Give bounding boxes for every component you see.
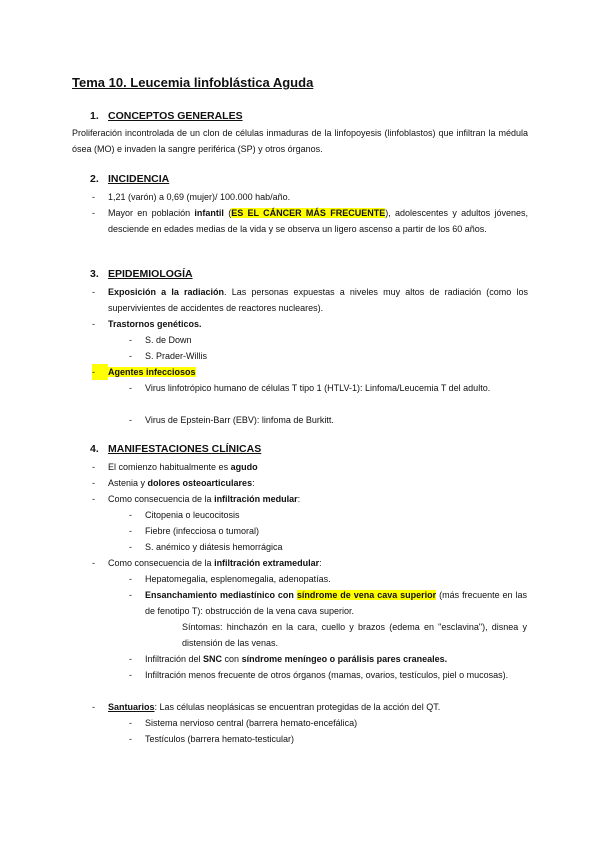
text-run-bold: infiltración extramedular bbox=[214, 558, 320, 568]
section-heading-manifestaciones bbox=[90, 443, 261, 455]
bullet-dash: - bbox=[129, 670, 132, 680]
incidencia-item-population bbox=[108, 205, 528, 237]
text-run: : bbox=[319, 558, 322, 568]
text-run: Astenia y bbox=[108, 478, 148, 488]
text-run-bold: dolores osteoarticulares bbox=[147, 478, 253, 488]
text-run-bold: agudo bbox=[230, 462, 258, 472]
bullet-dash: - bbox=[129, 590, 132, 600]
text-run: (más frecuente en las de fenotipo T): obstrucción de la vena cava superior. bbox=[145, 590, 527, 616]
manifestaciones-item-santuarios bbox=[108, 699, 528, 715]
section-number: 2. bbox=[90, 173, 99, 185]
epidemiologia-subitem-down: S. de Down bbox=[145, 335, 192, 345]
text-run: Como consecuencia de la bbox=[108, 558, 215, 568]
bullet-dash: - bbox=[129, 718, 132, 728]
bullet-dash: - bbox=[129, 654, 132, 664]
text-run: : bbox=[297, 494, 301, 504]
bullet-dash: - bbox=[129, 574, 132, 584]
text-run: Infiltración del bbox=[145, 654, 204, 664]
epidemiologia-subitem-htlv: Virus linfotrópico humano de células T tipo 1 (HTLV-1): Linfoma/Leucemia T del adulto. bbox=[145, 383, 491, 393]
text-run: : bbox=[252, 478, 255, 488]
bullet-dash: - bbox=[129, 510, 132, 520]
highlighted-text: Agentes infecciosos bbox=[108, 367, 196, 377]
section-heading-epidemiologia bbox=[90, 268, 193, 280]
bullet-dash: - bbox=[92, 319, 95, 329]
bullet-dash: - bbox=[92, 702, 95, 712]
manifestaciones-item-comienzo bbox=[108, 459, 528, 475]
bullet-dash: - bbox=[129, 734, 132, 744]
epidemiologia-subitem-prader: S. Prader-Willis bbox=[145, 351, 208, 361]
bullet-dash: - bbox=[92, 192, 95, 202]
manifestaciones-subitem-anemico: S. anémico y diátesis hemorrágica bbox=[145, 542, 283, 552]
text-run-bold: Ensanchamiento mediastínico con bbox=[145, 590, 297, 600]
text-run-bold: SNC bbox=[203, 654, 223, 664]
bullet-dash: - bbox=[92, 287, 95, 297]
bullet-dash: - bbox=[92, 208, 95, 218]
section-label: CONCEPTOS GENERALES bbox=[108, 110, 243, 122]
text-run: El comienzo habitualmente es bbox=[108, 462, 231, 472]
section-heading-incidencia bbox=[90, 173, 169, 185]
manifestaciones-item-astenia bbox=[108, 475, 528, 491]
manifestaciones-item-medular bbox=[108, 491, 528, 507]
manifestaciones-subitem-testiculos: Testículos (barrera hemato-testicular) bbox=[145, 734, 295, 744]
section-heading-conceptos bbox=[90, 110, 243, 122]
manifestaciones-subitem-mediastinico bbox=[145, 587, 527, 619]
text-run-bold: infantil bbox=[194, 208, 224, 218]
epidemiologia-item-radiacion bbox=[108, 284, 528, 316]
conceptos-paragraph: Proliferación incontrolada de un clon de células inmaduras de la linfopoyesis (linfoblastos) que infiltran la médula ósea (MO) e invaden la sangre periférica (SP) y otros órganos. bbox=[72, 128, 528, 154]
bullet-dash: - bbox=[129, 335, 132, 345]
incidencia-item-rate: 1,21 (varón) a 0,69 (mujer)/ 100.000 hab/año. bbox=[108, 192, 291, 202]
page-title: Tema 10. Leucemia linfoblástica Aguda bbox=[72, 75, 314, 90]
text-run: ( bbox=[223, 208, 232, 218]
epidemiologia-subitem-ebv: Virus de Epstein-Barr (EBV): linfoma de Burkitt. bbox=[145, 415, 334, 425]
manifestaciones-subitem-citopenia: Citopenia o leucocitosis bbox=[145, 510, 240, 520]
bullet-dash: - bbox=[129, 542, 132, 552]
section-number: 1. bbox=[90, 110, 99, 122]
manifestaciones-item-extramedular bbox=[108, 555, 528, 571]
text-run-bold: Exposición a la radiación bbox=[108, 287, 225, 297]
section-number: 4. bbox=[90, 443, 99, 455]
text-run: : Las células neoplásicas se encuentran protegidas de la acción del QT. bbox=[154, 702, 441, 712]
bullet-dash: - bbox=[129, 526, 132, 536]
text-run: con bbox=[222, 654, 242, 664]
text-run-bold: infiltración medular bbox=[214, 494, 298, 504]
section-label: EPIDEMIOLOGÍA bbox=[108, 268, 193, 280]
manifestaciones-subitem-hepato: Hepatomegalia, esplenomegalia, adenopatías. bbox=[145, 574, 331, 584]
bullet-dash: - bbox=[92, 478, 95, 488]
section-label: INCIDENCIA bbox=[108, 173, 170, 185]
manifestaciones-subitem-snc-barrera: Sistema nervioso central (barrera hemato-encefálica) bbox=[145, 718, 358, 728]
epidemiologia-item-geneticos bbox=[108, 316, 528, 332]
bullet-dash: - bbox=[129, 351, 132, 361]
text-run: Mayor en población bbox=[108, 208, 195, 218]
manifestaciones-subitem-fiebre: Fiebre (infecciosa o tumoral) bbox=[145, 526, 260, 536]
text-run: ), adolescentes y adultos jóvenes, desciende en edades medias de la vida y se observa un ligero ascenso a partir de los 60 años. bbox=[108, 208, 528, 234]
highlighted-text: ES EL CÁNCER MÁS FRECUENTE bbox=[231, 208, 386, 218]
text-run: Como consecuencia de la bbox=[108, 494, 215, 504]
bullet-dash: - bbox=[92, 494, 95, 504]
manifestaciones-subitem-snc bbox=[145, 651, 527, 667]
text-run-bold: Trastornos genéticos. bbox=[108, 319, 202, 329]
manifestaciones-sintomas: Síntomas: hinchazón en la cara, cuello y brazos (edema en "esclavina"), disnea y distensión de las venas. bbox=[182, 622, 527, 648]
text-run-bold: Santuarios bbox=[108, 702, 155, 712]
text-run-bold: síndrome meníngeo o parálisis pares craneales. bbox=[241, 654, 448, 664]
bullet-dash: - bbox=[92, 462, 95, 472]
bullet-dash: - bbox=[129, 383, 132, 393]
text-run: . Las personas expuestas a niveles muy altos de radiación (como los supervivientes de accidentes de reactores nucleares). bbox=[108, 287, 528, 313]
bullet-dash: - bbox=[92, 364, 108, 380]
manifestaciones-subitem-organos: Infiltración menos frecuente de otros órganos (mamas, ovarios, testículos, piel o mucosas). bbox=[145, 670, 509, 680]
bullet-dash: - bbox=[129, 415, 132, 425]
section-number: 3. bbox=[90, 268, 99, 280]
epidemiologia-item-infecciosos bbox=[108, 364, 196, 380]
bullet-dash: - bbox=[92, 558, 95, 568]
highlighted-text: síndrome de vena cava superior bbox=[296, 590, 437, 600]
section-label: MANIFESTACIONES CLÍNICAS bbox=[108, 443, 262, 455]
